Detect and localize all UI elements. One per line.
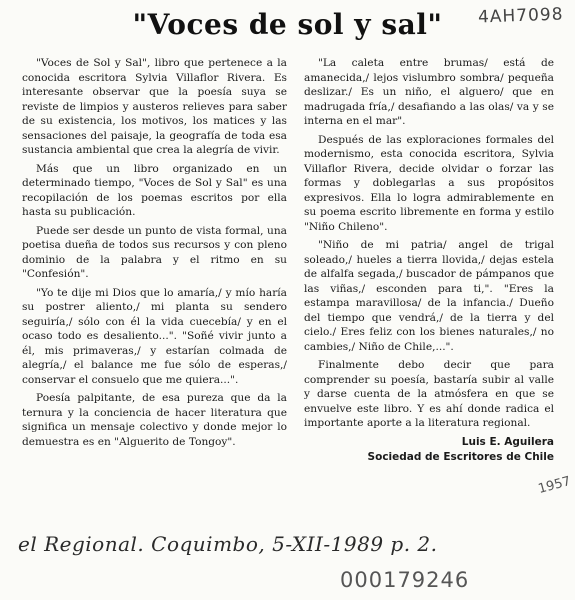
article-title: "Voces de sol y sal" (132, 8, 443, 41)
archive-stamp-bottom: 000179246 (340, 568, 470, 592)
poem-quote: "Niño de mi patria/ angel de trigal soleado,/ hueles a tierra llovida,/ dejas estela de alfalfa segada,/ buscador de pámpanos que las viñas,/ esconden para ti,". "Eres la estampa maravillosa/ de la infancia./ Dueño del tiempo que vendrá,/ de la tierra y del cielo./ Eres feliz con los bienes naturales,/ no cambies,/ Niño de Chile,...". (304, 239, 554, 353)
margin-note: 1957 (536, 473, 573, 498)
left-column (22, 56, 287, 453)
author-signature (304, 435, 554, 465)
poem-quote: "La caleta entre brumas/ está de amanecida,/ lejos vislumbro sombra/ pequeña deslizar./ Es un niño, el alguero/ que en madrugada fría,/ desafiando a las olas/ va y se interna en el mar". (304, 57, 554, 127)
poem-quote: "Yo te dije mi Dios que lo amaría,/ y mío haría su postrer aliento,/ mi planta su sendero seguiría,/ sólo con él la vida cuecebía/ y en el ocaso todo es desaliento...". "Soñé vivir junto a él, mis primaveras,/ y estarían colmada de alegría,/ el balance me fue sólo de esperas,/ conservar el consuelo que me quiera...". (22, 286, 287, 386)
paragraph: "Voces de Sol y Sal", libro que pertenece a la conocida escritora Sylvia Villaflor Rivera. Es interesante observar que la poesía suya se reviste de limpios y austeros relieves para saber de su existencia, los motivos, los matices y las sensaciones del paisaje, la geografía de toda esa sustancia ambiental que crea la alegría de vivir. (22, 57, 287, 156)
paragraph: Más que un libro organizado en un determinado tiempo, "Voces de Sol y Sal" es una recopilación de los poemas escritos por ella hasta su publicación. (22, 162, 287, 218)
archive-stamp-top: 4AH7098 (477, 4, 564, 28)
handwritten-source-note: el Regional. Coquimbo, 5-XII-1989 p. 2. (18, 532, 438, 556)
right-column (304, 56, 554, 465)
paragraph: Después de las exploraciones formales del modernismo, esta conocida escritora, Sylvia Villaflor Rivera, decide olvidar o forzar las formas y doblegarlas a sus propósitos expresivos. Ella lo logra admirablemente en su poema escrito libremente en forma y estilo "Niño Chileno". (304, 133, 554, 233)
paragraph: Puede ser desde un punto de vista formal, una poetisa dueña de todos sus recursos y con pleno dominio de la palabra y el ritmo en su "Confesión". (22, 224, 287, 280)
author-organization: Sociedad de Escritores de Chile (367, 450, 554, 463)
author-name: Luis E. Aguilera (461, 435, 554, 448)
paragraph: Poesía palpitante, de esa pureza que da la ternura y la conciencia de hacer literatura que significa un mensaje colectivo y donde mejor lo demuestra es en "Alguerito de Tongoy". (22, 392, 287, 448)
paragraph: Finalmente debo decir que para comprender su poesía, bastaría subir al valle y darse cuenta de la atmósfera en que se envuelve este libro. Y es ahí donde radica el importante aporte a la literatura regional. (304, 359, 554, 429)
